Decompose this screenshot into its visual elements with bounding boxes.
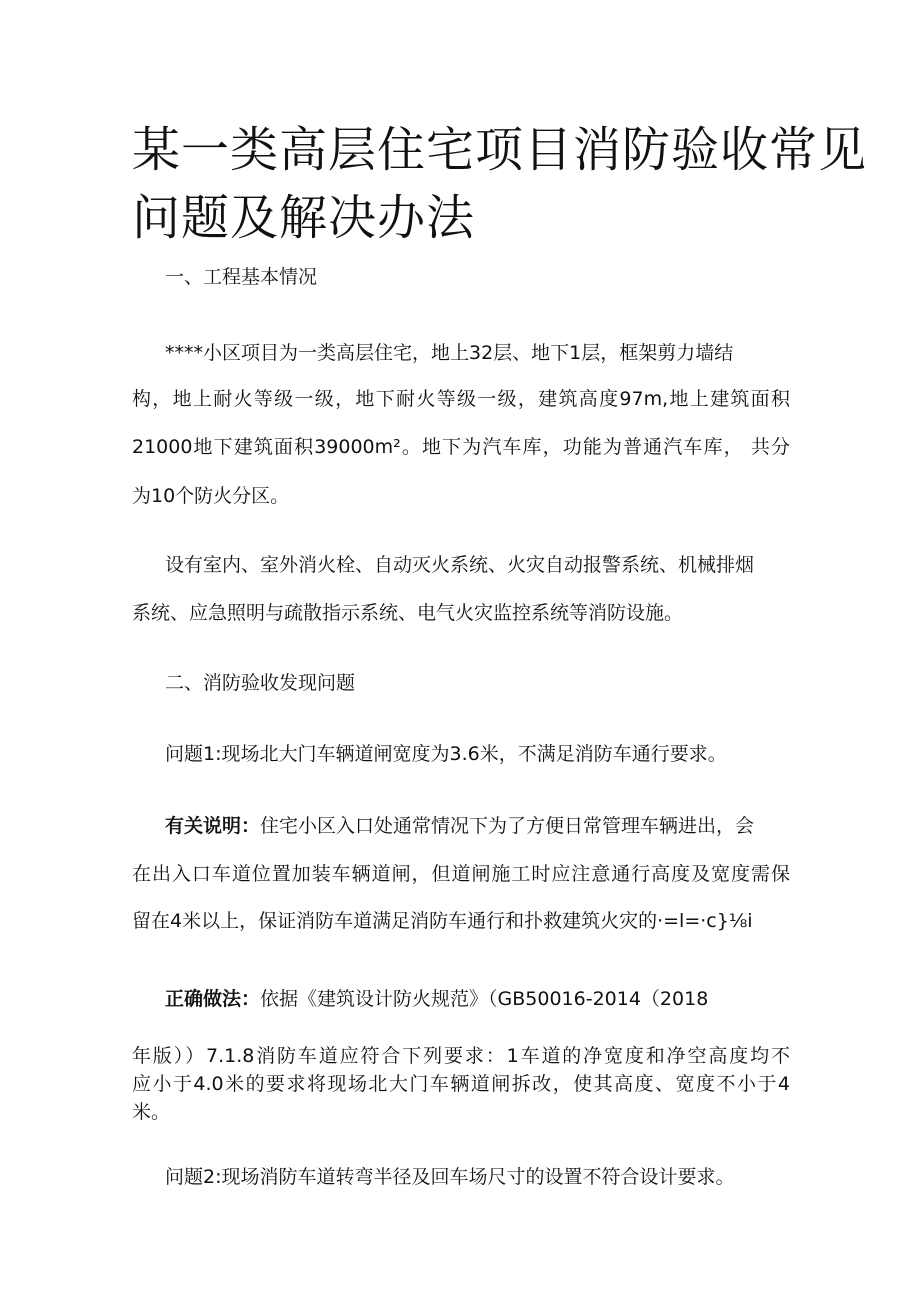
section-1-heading: 一、工程基本情况 (165, 266, 318, 288)
explanation-line-1 (165, 813, 835, 839)
paragraph-1-line-1: ****小区项目为一类高层住宅，地上32层、地下1层，框架剪力墙结 (165, 342, 734, 364)
explanation-line-3: 留在4米以上，保证消防车道满足消防车通行和扑救建筑火灾的·=l=·c}⅛i (132, 910, 753, 932)
paragraph-1-line-4: 为10个防火分区。 (132, 485, 290, 507)
problem-1: 问题1:现场北大门车辆道闸宽度为3.6米，不满足消防车通行要求。 (165, 743, 727, 765)
paragraph-1-line-3: 21000地下建筑面积39000m²。地下为汽车库，功能为普通汽车库， 共分 (132, 436, 790, 458)
correct-practice-label: 正确做法： (165, 988, 261, 1010)
correct-practice-line-2: 年版））7.1.8消防车道应符合下列要求：1车道的净宽度和净空高度均不 (132, 1045, 790, 1067)
explanation-label: 有关说明： (165, 815, 261, 837)
correct-practice-line-3: 应小于4.0米的要求将现场北大门车辆道闸拆改，使其高度、宽度不小于4 (132, 1073, 790, 1095)
correct-practice-line-1 (165, 986, 835, 1012)
explanation-text-1: 住宅小区入口处通常情况下为了方便日常管理车辆进出，会 (260, 815, 755, 837)
paragraph-2-line-1: 设有室内、室外消火栓、自动灭火系统、火灾自动报警系统、机械排烟 (165, 554, 755, 576)
paragraph-2-line-2: 系统、应急照明与疏散指示系统、电气火灾监控系统等消防设施。 (132, 602, 684, 624)
paragraph-1-line-2: 构，地上耐火等级一级，地下耐火等级一级，建筑高度97m,地上建筑面积 (132, 388, 790, 410)
explanation-line-2: 在出入口车道位置加装车辆道闸，但道闸施工时应注意通行高度及宽度需保 (132, 863, 790, 885)
correct-practice-line-4: 米。 (132, 1101, 171, 1123)
document-title-line-2: 问题及解决办法 (132, 190, 476, 246)
section-2-heading: 二、消防验收发现问题 (165, 672, 356, 694)
problem-2: 问题2:现场消防车道转弯半径及回车场尺寸的设置不符合设计要求。 (165, 1166, 735, 1188)
correct-practice-text-1: 依据《建筑设计防火规范》（GB50016-2014（2018 (260, 988, 709, 1010)
document-title-line-1: 某一类高层住宅项目消防验收常见 (132, 122, 868, 178)
